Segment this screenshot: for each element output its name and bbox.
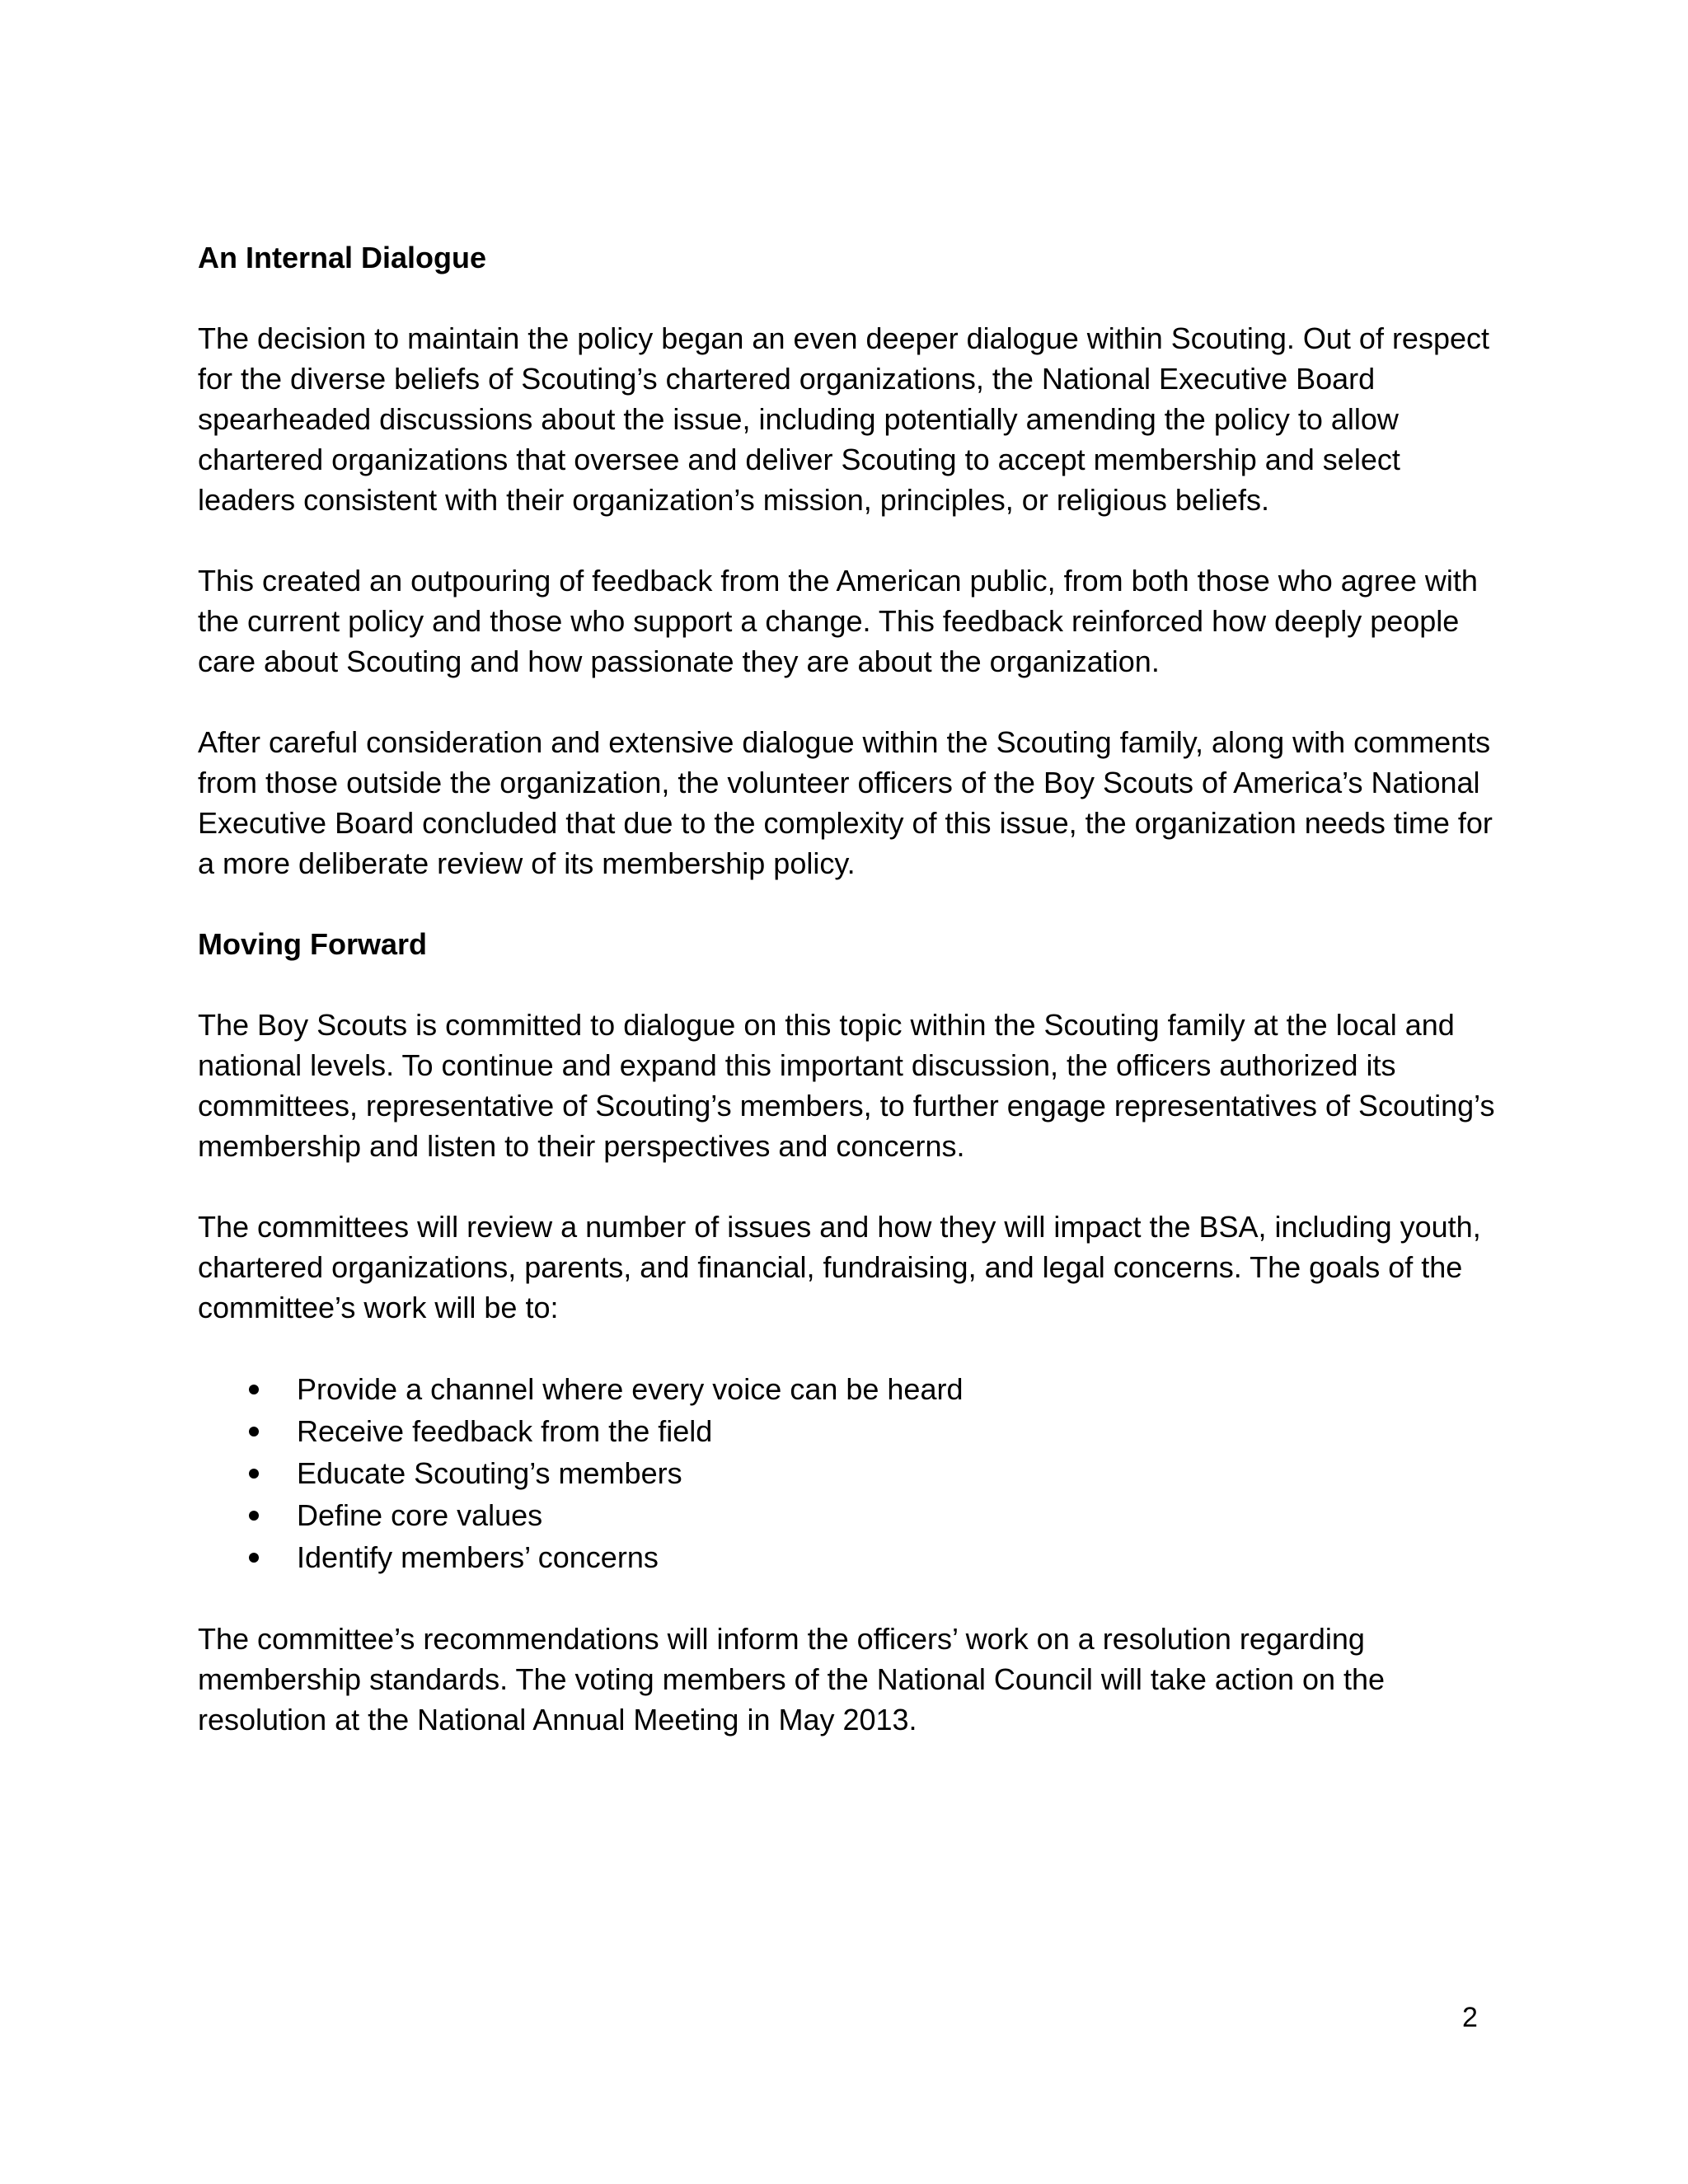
goals-list [198, 1368, 1500, 1578]
bullet-icon [249, 1427, 259, 1436]
paragraph: After careful consideration and extensive dialogue within the Scouting family, along with comments from those outside the organization, the volunteer officers of the Boy Scouts of America’s National Executive Board concluded that due to the complexity of this issue, the organization needs time for a more deliberate review of its membership policy. [198, 725, 1493, 880]
list-item [198, 1368, 1500, 1410]
list-item-text: Identify members’ concerns [297, 1540, 659, 1574]
bullet-icon [249, 1511, 259, 1521]
section-heading-moving-forward: Moving Forward [198, 927, 427, 961]
page-number: 2 [1462, 2002, 1478, 2033]
bullet-icon [249, 1469, 259, 1479]
list-item-text: Educate Scouting’s members [297, 1456, 682, 1490]
list-item [198, 1410, 1500, 1452]
closing-paragraph: The committee’s recommendations will inform the officers’ work on a resolution regarding membership standards. The voting members of the National Council will take action on the resolution at the National Annual Meeting in May 2013. [198, 1622, 1386, 1736]
bullet-icon [249, 1385, 259, 1394]
bullet-icon [249, 1553, 259, 1563]
list-item-text: Receive feedback from the field [297, 1414, 713, 1448]
list-item [198, 1452, 1500, 1494]
list-item [198, 1494, 1500, 1536]
paragraph: The Boy Scouts is committed to dialogue on this topic within the Scouting family at the local and national levels. To continue and expand this important discussion, the officers authorized its committees, representative of Scouting’s members, to further engage representatives of Scouting’s membership and listen to their perspectives and concerns. [198, 1008, 1495, 1163]
paragraph: The decision to maintain the policy began an even deeper dialogue within Scouting. Out of respect for the diverse beliefs of Scouting’s chartered organizations, the National Executive Board spearheaded discussions about the issue, including potentially amending the policy to allow chartered organizations that oversee and deliver Scouting to accept membership and select leaders consistent with their organization’s mission, principles, or religious beliefs. [198, 321, 1490, 517]
page-content [198, 237, 1500, 1780]
list-item-text: Provide a channel where every voice can be heard [297, 1372, 964, 1406]
paragraph: The committees will review a number of issues and how they will impact the BSA, including youth, chartered organizations, parents, and financial, fundraising, and legal concerns. The goals of the committee’s work will be to: [198, 1210, 1481, 1324]
paragraph: This created an outpouring of feedback from the American public, from both those who agree with the current policy and those who support a change. This feedback reinforced how deeply people care about Scouting and how passionate they are about the organization. [198, 564, 1478, 678]
list-item [198, 1536, 1500, 1578]
list-item-text: Define core values [297, 1498, 543, 1532]
section-heading-internal-dialogue: An Internal Dialogue [198, 241, 487, 274]
